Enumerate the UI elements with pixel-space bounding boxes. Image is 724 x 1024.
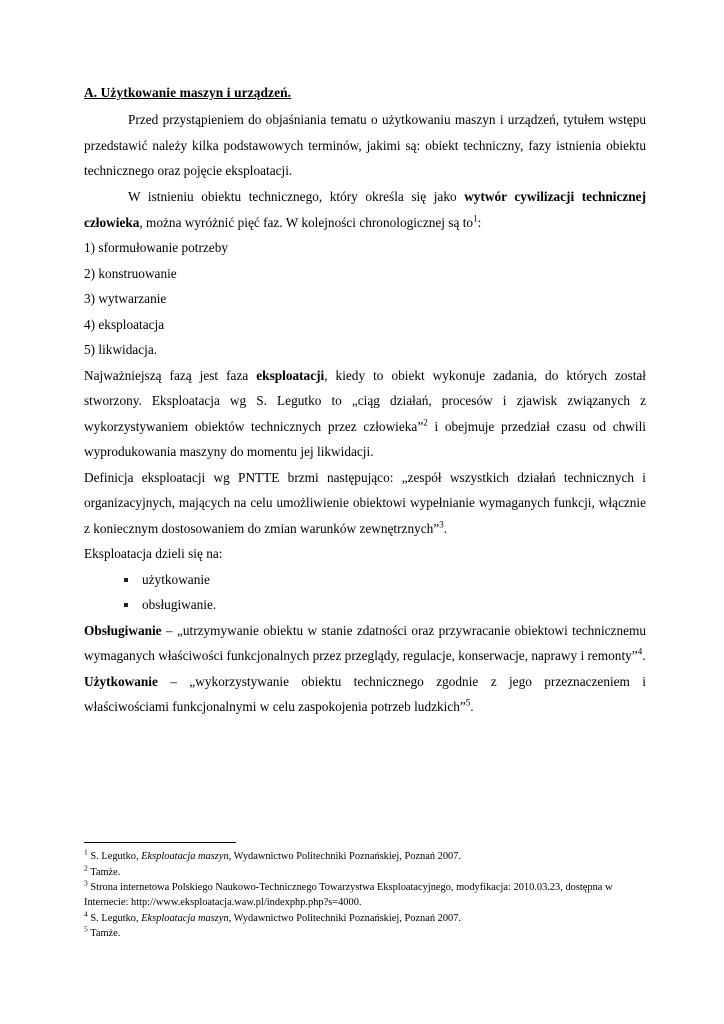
usage-text-b: .	[470, 699, 474, 715]
footnote-text-pre: S. Legutko,	[90, 912, 142, 924]
footnote-marker: 1	[84, 847, 88, 857]
list-item	[84, 592, 646, 618]
page-title: A. Użytkowanie maszyn i urządzeń.	[84, 85, 292, 100]
phases-intro-text-c: :	[477, 214, 482, 230]
paragraph-exploitation	[84, 363, 646, 465]
usage-term: Użytkowanie	[84, 673, 158, 689]
paragraph-definition	[84, 465, 646, 542]
footnote-entry	[84, 911, 646, 926]
square-bullet-icon	[124, 603, 128, 607]
footnote-entry	[84, 865, 646, 880]
paragraph-intro-text: Przed przystąpieniem do objaśniania tematu o użytkowaniu maszyn i urządzeń, tytułem wstępu przedstawić należy kilka podstawowych terminów, jakimi są: obiekt techniczny, fazy istnienia obiektu technicznego oraz pojęcie eksploatacji.	[84, 112, 646, 179]
definition-text-b: .	[443, 520, 448, 536]
servicing-text-a: – „utrzymywanie obiektu w stanie zdatności oraz przywracanie obiektowi technicznemu wymaganych właściwości funkcjonalnych przez przeglądy, regulacje, konserwacje, naprawy i remonty”	[84, 622, 646, 664]
paragraph-servicing	[84, 618, 646, 669]
footnote-text-pre: S. Legutko,	[90, 851, 142, 862]
footnote-text-pre: Tamże.	[90, 866, 121, 878]
footnote-ref-5[interactable]: 5	[465, 697, 471, 708]
square-bullet-icon	[124, 578, 128, 582]
usage-text-a: – „wykorzystywanie obiektu technicznego zgodnie z jego przeznaczeniem i właściwościami funkcjonalnymi w celu zaspokojenia potrzeb ludzkich”	[84, 673, 646, 715]
servicing-term: Obsługiwanie	[84, 622, 162, 638]
footnote-ref-1[interactable]: 1	[473, 213, 478, 224]
paragraph-intro	[84, 107, 646, 184]
servicing-text-b: .	[642, 648, 646, 664]
list-item-label: obsługiwanie.	[142, 597, 217, 613]
footnote-marker: 4	[84, 909, 88, 919]
phases-intro-text-a: W istnieniu obiektu technicznego, który określa się jako	[128, 188, 465, 204]
document-body	[84, 107, 646, 719]
footnote-marker: 2	[84, 863, 88, 873]
list-item: 1) sformułowanie potrzeby	[84, 240, 229, 256]
footnote-entry	[84, 880, 646, 910]
footnote-entry	[84, 849, 646, 864]
footnote-text-italic: Eksploatacja maszyn	[141, 851, 229, 862]
exploitation-text-c: i obejmuje przedział czasu od chwili wyprodukowania maszyny do momentu jej likwidacji.	[84, 418, 646, 460]
paragraph-division-lead: Eksploatacja dzieli się na:	[84, 546, 223, 562]
footnote-text-pre: Strona internetowa Polskiego Naukowo-Technicznego Towarzystwa Eksploatacyjnego, modyfikacja: 2010.03.23, dostępna w Internecie: http://www.eksploatacja.waw.pl/indexphp.php?s=4000.	[84, 882, 613, 909]
footnote-separator	[84, 842, 236, 843]
paragraph-usage	[84, 669, 646, 720]
footnote-ref-4[interactable]: 4	[637, 646, 643, 657]
phases-intro-emphasis: wytwór cywilizacji technicznej człowieka	[84, 188, 647, 230]
definition-text-a: Definicja eksploatacji wg PNTTE brzmi następująco: „zespół wszystkich działań technicznych i organizacyjnych, mających na celu umożliwienie obiektowi wypełnianie wymaganych funkcji, włącznie z koniecznym dostosowaniem do zmian warunków zewnętrznych”	[84, 469, 646, 536]
exploitation-text-b: , kiedy to obiekt wykonuje zadania, do których został stworzony. Eksploatacja wg S. Legutko to „ciąg działań, procesów i zjawisk związanych z wykorzystywaniem obiektów technicznych przez człowieka”	[84, 367, 646, 434]
list-item: 3) wytwarzanie	[84, 291, 167, 307]
footnote-text-post: , Wydawnictwo Politechniki Poznańskiej, Poznań 2007.	[228, 851, 462, 862]
footnote-text-italic: Eksploatacja maszyn	[141, 912, 229, 924]
list-item	[84, 567, 646, 593]
footnote-marker: 5	[84, 924, 88, 934]
list-item: 5) likwidacja.	[84, 342, 158, 358]
footnote-entry	[84, 926, 646, 941]
division-bullet-list	[84, 567, 646, 618]
footnote-marker: 3	[84, 878, 88, 888]
footnote-section	[84, 842, 646, 942]
paragraph-phases-intro	[84, 184, 646, 235]
exploitation-emphasis: eksploatacji	[256, 367, 325, 383]
list-item: 4) eksploatacja	[84, 316, 165, 332]
phases-intro-text-b: , można wyróżnić pięć faz. W kolejności chronologicznej są to	[139, 214, 474, 230]
list-item: 2) konstruowanie	[84, 265, 177, 281]
footnote-text-pre: Tamże.	[90, 928, 121, 940]
list-item-label: użytkowanie	[142, 571, 210, 587]
footnote-ref-2[interactable]: 2	[423, 417, 428, 428]
footnote-text-post: , Wydawnictwo Politechniki Poznańskiej, Poznań 2007.	[228, 912, 462, 924]
footnote-ref-3[interactable]: 3	[439, 519, 444, 530]
exploitation-text-a: Najważniejszą fazą jest faza	[84, 367, 257, 383]
